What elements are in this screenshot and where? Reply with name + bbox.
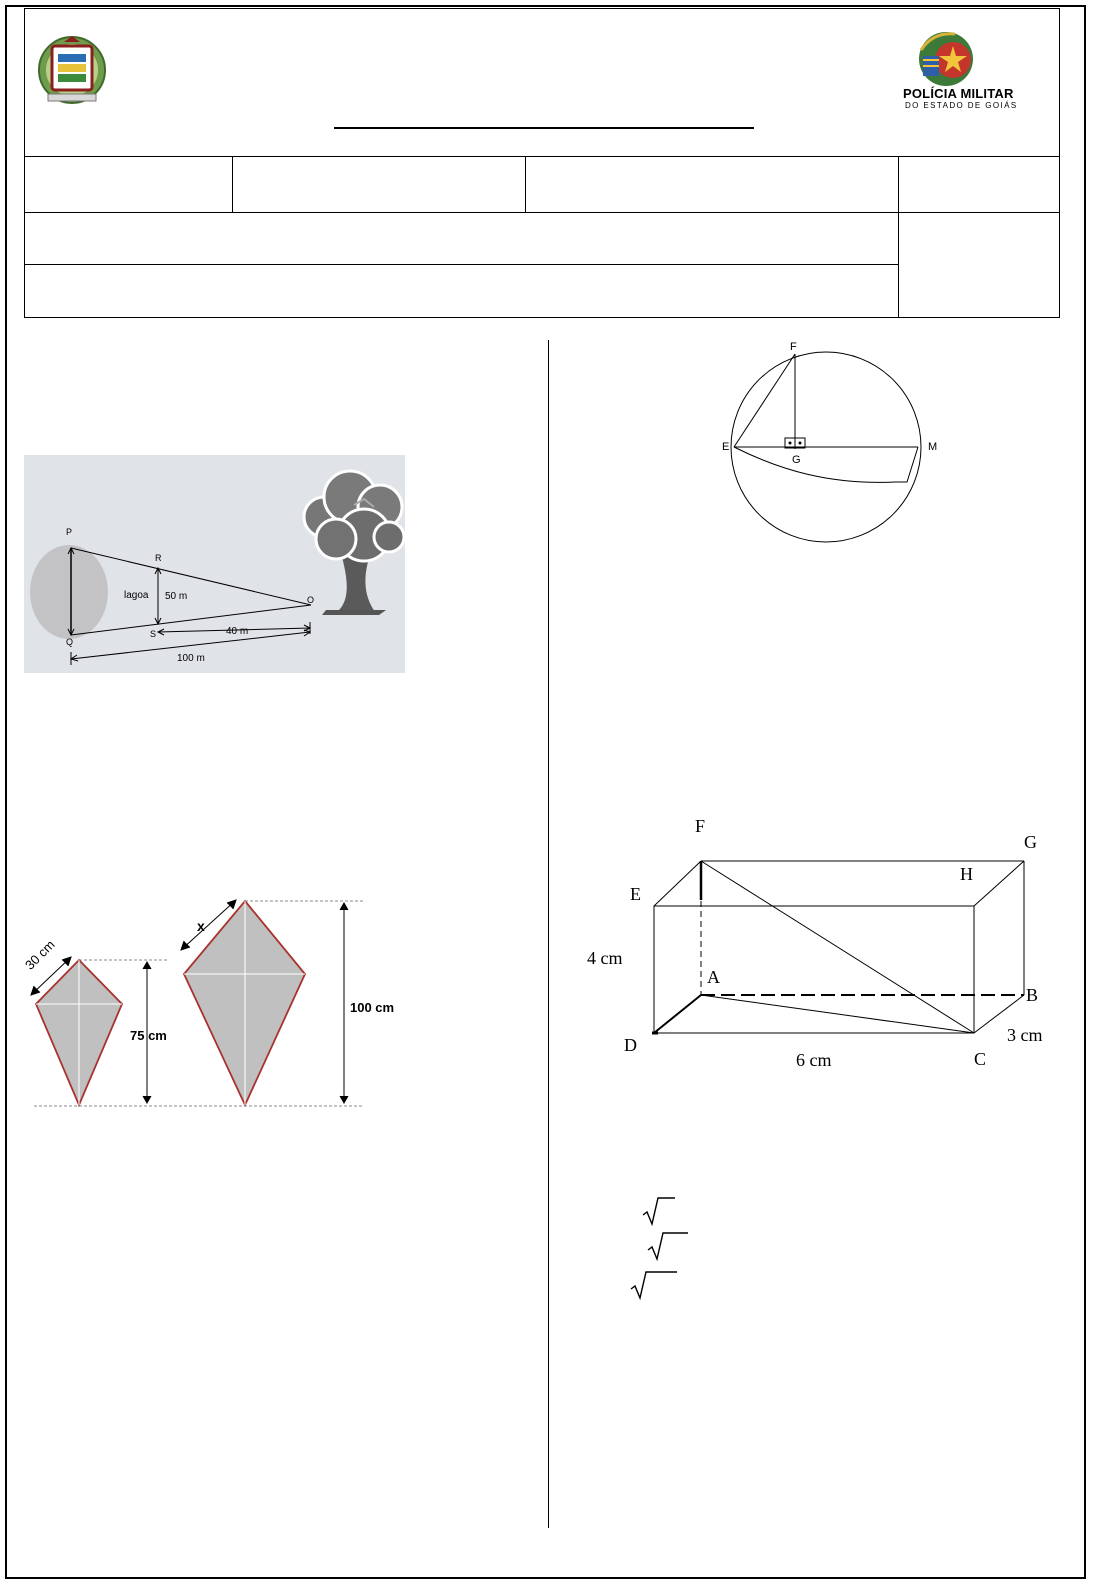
police-logo-text: POLÍCIA MILITAR xyxy=(903,86,1014,101)
lake-label-s: S xyxy=(150,629,157,639)
lake-label-q: Q xyxy=(66,637,74,647)
box-label-a: A xyxy=(707,967,720,987)
header-col-divider-1 xyxy=(232,156,233,212)
diagonal-fc xyxy=(701,861,974,1033)
sphere-label-m: M xyxy=(928,441,938,453)
lake-label-40m: 40 m xyxy=(226,626,249,637)
police-logo-subtext: DO ESTADO DE GOIÁS xyxy=(905,101,1018,110)
lake-shape xyxy=(30,545,108,639)
header-row-divider-3 xyxy=(24,264,898,265)
box-label-h: H xyxy=(960,864,973,884)
kite-label-x: x xyxy=(197,918,205,934)
box-label-e: E xyxy=(630,884,641,904)
lake-label-p: P xyxy=(66,527,73,537)
kite-label-30cm: 30 cm xyxy=(22,936,58,973)
box-label-b: B xyxy=(1026,985,1039,1005)
lake-label-r: R xyxy=(155,553,162,563)
box-label-3cm: 3 cm xyxy=(1007,1025,1043,1045)
lake-label-100m: 100 m xyxy=(177,653,205,664)
header-col-divider-3 xyxy=(898,156,899,318)
sphere-label-e: E xyxy=(722,441,730,453)
box-figure xyxy=(640,840,1040,1055)
title-underline xyxy=(334,127,754,129)
sqrt-icon xyxy=(630,1270,678,1300)
policia-militar-logo-icon xyxy=(915,30,977,88)
arc-em xyxy=(734,447,918,482)
header-table xyxy=(24,8,1060,318)
kite-label-100cm: 100 cm xyxy=(350,1000,395,1015)
column-divider xyxy=(548,340,549,1528)
lake-label-lagoa: lagoa xyxy=(124,590,149,601)
sphere-label-f: F xyxy=(790,341,797,353)
lake-label-50m: 50 m xyxy=(165,591,188,602)
sqrt-icon xyxy=(642,1196,676,1226)
segment-ac xyxy=(701,995,974,1033)
box-label-g: G xyxy=(1024,832,1037,852)
box-label-6cm: 6 cm xyxy=(796,1050,832,1070)
lake-label-o: O xyxy=(307,595,315,605)
kite-label-75cm: 75 cm xyxy=(130,1028,167,1043)
sqrt-icon xyxy=(647,1231,689,1261)
header-row-divider-2 xyxy=(24,212,1060,213)
school-crest-icon xyxy=(34,32,110,106)
box-label-c: C xyxy=(974,1049,987,1069)
front-face xyxy=(654,906,974,1033)
sphere-figure xyxy=(710,340,950,550)
box-label-4cm: 4 cm xyxy=(587,948,623,968)
header-row-divider-1 xyxy=(24,156,1060,157)
box-label-d: D xyxy=(624,1035,637,1055)
header-col-divider-2 xyxy=(525,156,526,212)
sphere-label-g: G xyxy=(792,454,801,466)
lake-figure xyxy=(24,455,405,673)
box-label-f: F xyxy=(695,816,706,836)
